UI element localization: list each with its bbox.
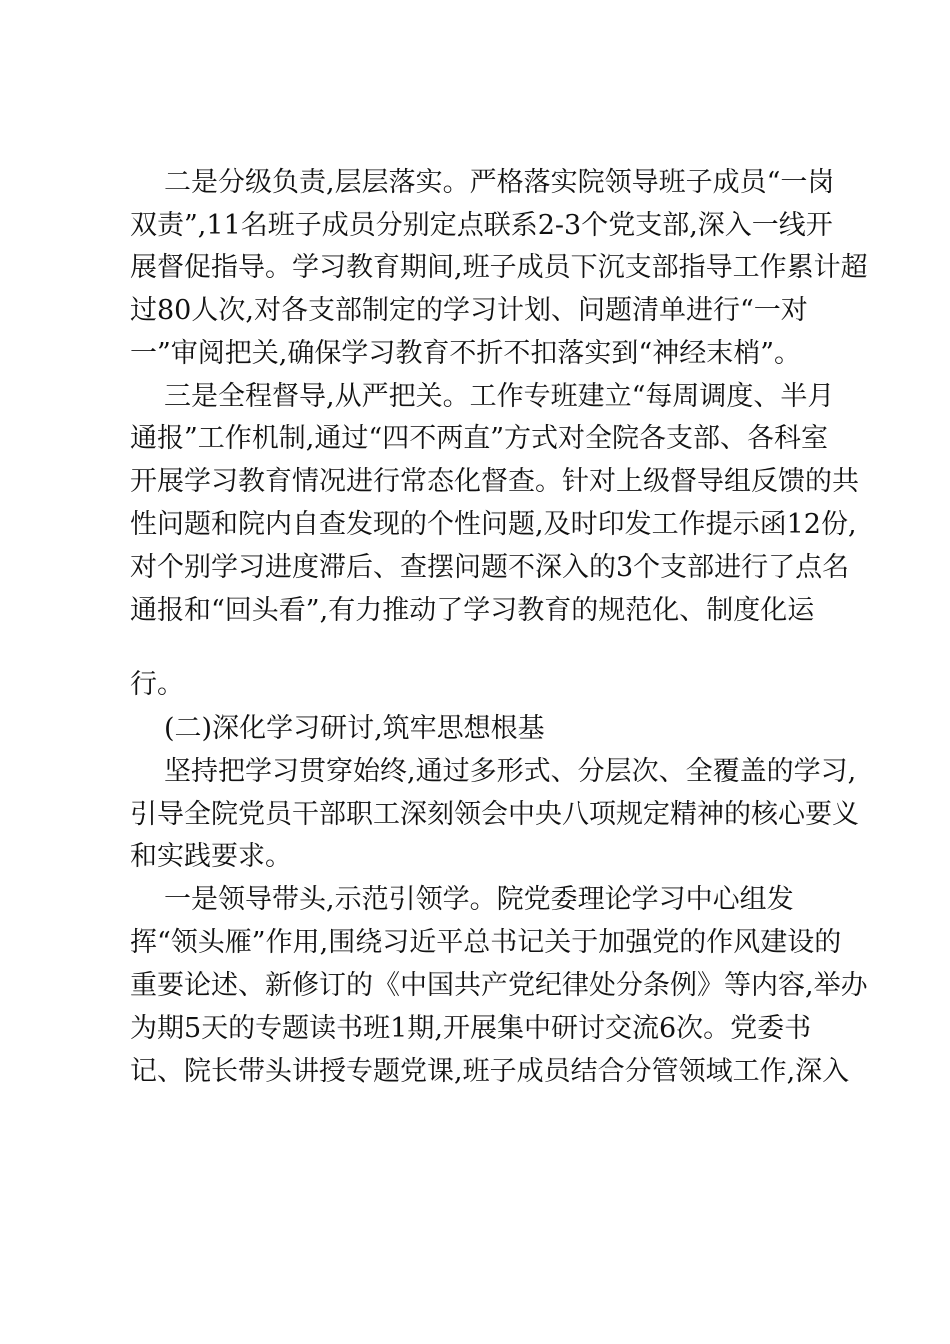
text-line: 通报”工作机制,通过“四不两直”方式对全院各支部、各科室 <box>130 423 828 454</box>
text-line: 双责”,11名班子成员分别定点联系2-3个党支部,深入一线开 <box>130 210 833 241</box>
section-heading: (二)深化学习研讨,筑牢思想根基 <box>164 713 545 744</box>
text-line: 开展学习教育情况进行常态化督查。针对上级督导组反馈的共 <box>130 466 859 497</box>
text-line: 挥“领头雁”作用,围绕习近平总书记关于加强党的作风建设的 <box>130 927 842 958</box>
text-line: 行。 <box>130 669 184 700</box>
text-line: 对个别学习进度滞后、查摆问题不深入的3个支部进行了点名 <box>130 552 850 583</box>
text-line: 二是分级负责,层层落实。严格落实院领导班子成员“一岗 <box>164 167 835 198</box>
text-line: 和实践要求。 <box>130 841 292 872</box>
text-line: 为期5天的专题读书班1期,开展集中研讨交流6次。党委书 <box>130 1013 812 1044</box>
text-line: 记、院长带头讲授专题党课,班子成员结合分管领域工作,深入 <box>130 1056 850 1087</box>
text-line: 性问题和院内自查发现的个性问题,及时印发工作提示函12份, <box>130 509 857 540</box>
text-line: 坚持把学习贯穿始终,通过多形式、分层次、全覆盖的学习, <box>164 756 857 787</box>
text-line: 重要论述、新修订的《中国共产党纪律处分条例》等内容,举办 <box>130 970 868 1001</box>
text-line: 三是全程督导,从严把关。工作专班建立“每周调度、半月 <box>164 381 835 412</box>
text-line: 过80人次,对各支部制定的学习计划、问题清单进行“一对 <box>130 295 808 326</box>
text-line: 引导全院党员干部职工深刻领会中央八项规定精神的核心要义 <box>130 799 859 830</box>
text-line: 通报和“回头看”,有力推动了学习教育的规范化、制度化运 <box>130 595 815 626</box>
text-line: 一是领导带头,示范引领学。院党委理论学习中心组发 <box>164 884 794 915</box>
text-line: 展督促指导。学习教育期间,班子成员下沉支部指导工作累计超 <box>130 252 868 283</box>
text-line: 一”审阅把关,确保学习教育不折不扣落实到“神经末梢”。 <box>130 338 801 369</box>
